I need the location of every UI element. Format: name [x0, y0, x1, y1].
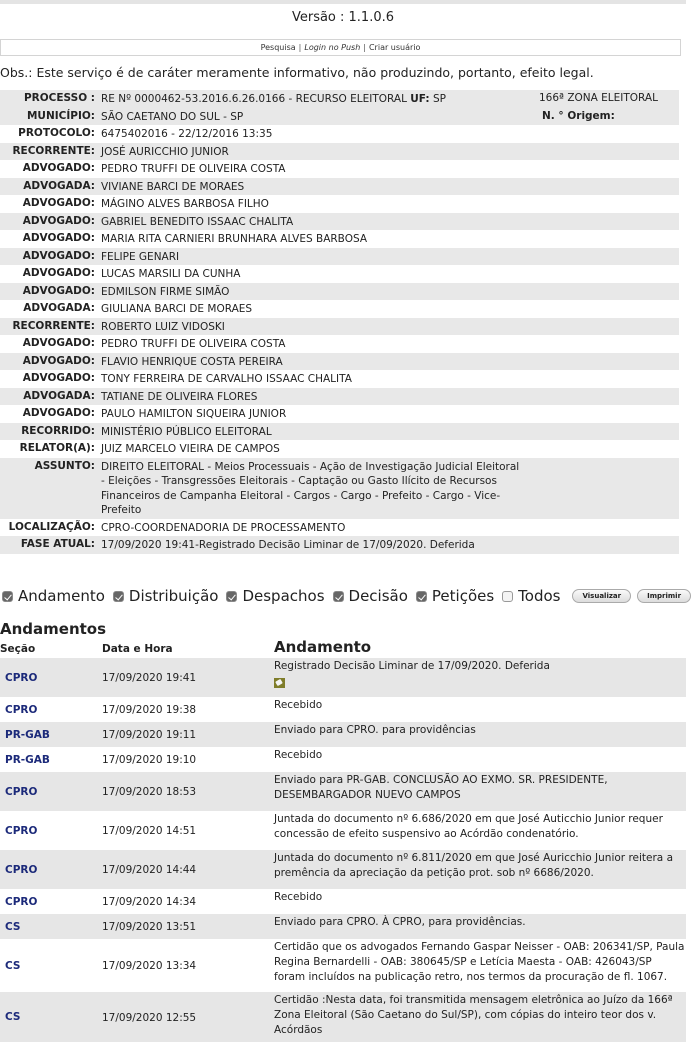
parte-role-label: ADVOGADA: — [23, 302, 95, 314]
uf-label: UF: — [410, 93, 430, 105]
table-row — [0, 697, 686, 722]
visualizar-button[interactable]: Visualizar — [572, 589, 631, 603]
checkbox-unchecked[interactable] — [502, 591, 513, 602]
info-row-assunto — [0, 458, 679, 519]
data-hora: 17/09/2020 19:10 — [102, 754, 197, 766]
processo-label: PROCESSO : — [23, 92, 95, 104]
parte-name: EDMILSON FIRME SIMÃO — [101, 285, 230, 298]
table-row — [0, 939, 686, 992]
nav-separator: | — [363, 43, 366, 52]
info-row-parte — [0, 265, 679, 283]
parte-name: TATIANE DE OLIVEIRA FLORES — [101, 390, 258, 403]
parte-name: PEDRO TRUFFI DE OLIVEIRA COSTA — [101, 338, 286, 350]
data-hora: 17/09/2020 18:53 — [102, 786, 197, 798]
info-row-parte — [0, 160, 679, 178]
andamento-cell — [274, 697, 686, 722]
filter-despachos[interactable] — [224, 587, 324, 605]
fase-value: 17/09/2020 19:41-Registrado Decisão Liminar de 17/09/2020. Deferida — [101, 539, 475, 551]
parte-name: PAULO HAMILTON SIQUEIRA JUNIOR — [101, 408, 287, 420]
andamento-cell — [274, 850, 686, 889]
checkbox-checked[interactable] — [333, 591, 344, 602]
data-hora: 17/09/2020 19:38 — [102, 704, 197, 716]
municipio-label: MUNICÍPIO: — [26, 109, 95, 122]
parte-role-label: ADVOGADA: — [23, 179, 95, 192]
filter-label: Andamento — [18, 587, 105, 605]
info-row-parte — [0, 370, 679, 388]
info-row-parte — [0, 195, 679, 213]
andamentos-header — [0, 638, 686, 658]
assunto-value: DIREITO ELEITORAL - Meios Processuais - Ação de Investigação Judicial Eleitoral - Eleições - Transgressões Eleitorais - Captação ou Gasto Ilícito de Recursos Financeiros de Campanha Eleitoral - Cargos - Cargo - Prefeito - Cargo - Vice-Prefeito — [101, 460, 520, 516]
info-row-protocolo — [0, 125, 679, 143]
andamento-text: Certidão que os advogados Fernando Gaspar Neisser - OAB: 206341/SP, Paula Regina Bernardelli - OAB: 380645/SP e Letícia Maesta - OAB: 426043/SP foram incluídos na publicação retro, nos termos da procuração de fl. 1067. — [274, 941, 685, 983]
secao-link[interactable]: CPRO — [5, 671, 38, 684]
parte-role-label: RECORRENTE: — [12, 319, 95, 332]
andamento-text: Juntada do documento nº 6.686/2020 em que José Auticchio Junior requer concessão de efeito suspensivo ao Acórdão condenatório. — [274, 813, 663, 840]
andamento-cell — [274, 722, 686, 747]
parte-role-label: ADVOGADO: — [22, 337, 95, 349]
parte-role-label: ADVOGADO: — [22, 214, 95, 227]
filter-decisao[interactable] — [331, 587, 408, 605]
checkbox-checked[interactable] — [226, 591, 237, 602]
andamento-text: Enviado para CPRO. para providências — [274, 724, 476, 736]
info-row-fase — [0, 536, 679, 554]
nav-separator: | — [298, 43, 302, 52]
filter-label: Petições — [431, 587, 495, 605]
filter-label: Decisão — [348, 587, 408, 605]
secao-link[interactable]: PR-GAB — [5, 728, 50, 741]
andamento-text: Recebido — [274, 699, 323, 711]
filter-label: Distribuição — [128, 587, 219, 605]
parte-role-label: RECORRIDO: — [21, 424, 95, 437]
andamento-cell — [274, 658, 686, 697]
secao-link[interactable]: CS — [5, 920, 21, 933]
nav-login-push-link[interactable]: Login no Push — [304, 43, 361, 52]
parte-name: FLAVIO HENRIQUE COSTA PEREIRA — [101, 355, 283, 368]
disclaimer-text: Obs.: Este serviço é de caráter meramente informativo, não produzindo, portanto, efeito legal. — [0, 65, 594, 80]
data-hora: 17/09/2020 14:34 — [102, 896, 197, 908]
info-row-parte — [0, 248, 679, 266]
andamento-cell — [274, 939, 686, 992]
table-row — [0, 992, 686, 1042]
data-hora: 17/09/2020 19:41 — [102, 672, 197, 684]
andamento-cell — [274, 992, 686, 1042]
table-row — [0, 889, 686, 914]
parte-name: MÁGINO ALVES BARBOSA FILHO — [101, 198, 269, 210]
secao-link[interactable]: PR-GAB — [5, 753, 50, 766]
andamento-text: Registrado Decisão Liminar de 17/09/2020. Deferida — [274, 660, 550, 672]
info-row-parte — [0, 405, 679, 423]
process-info-panel — [0, 90, 679, 554]
filter-todos[interactable] — [500, 587, 560, 605]
assunto-label: ASSUNTO: — [34, 459, 95, 472]
origem-label — [539, 108, 679, 122]
parte-role-label: ADVOGADO: — [22, 162, 95, 174]
parte-role-label: ADVOGADO: — [22, 267, 95, 279]
parte-name: FELIPE GENARI — [101, 250, 180, 263]
data-hora: 17/09/2020 14:44 — [102, 864, 197, 876]
info-row-parte — [0, 300, 679, 318]
info-row-parte — [0, 353, 679, 371]
andamento-cell — [274, 772, 686, 811]
partes-list — [0, 143, 679, 458]
table-row — [0, 914, 686, 939]
info-row-parte — [0, 318, 679, 336]
uf-value: SP — [432, 93, 446, 105]
andamento-cell — [274, 747, 686, 772]
parte-name: JUIZ MARCELO VIEIRA DE CAMPOS — [101, 443, 280, 455]
secao-link[interactable]: CS — [5, 959, 21, 972]
info-row-localizacao — [0, 519, 679, 537]
fase-label: FASE ATUAL: — [20, 538, 95, 550]
checkbox-checked[interactable] — [113, 591, 124, 602]
imprimir-button[interactable]: Imprimir — [637, 589, 691, 603]
filter-label: Despachos — [242, 587, 325, 605]
secao-link[interactable]: CS — [5, 1011, 21, 1023]
andamentos-title: Andamentos — [0, 620, 107, 638]
table-row — [0, 772, 686, 811]
protocolo-value: 6475402016 - 22/12/2016 13:35 — [101, 128, 273, 140]
andamento-cell — [274, 914, 686, 939]
info-row-parte — [0, 335, 679, 353]
secao-link[interactable]: CPRO — [5, 824, 38, 837]
andamento-text: Recebido — [274, 749, 323, 761]
parte-name: GABRIEL BENEDITO ISSAAC CHALITA — [101, 215, 294, 228]
top-border — [0, 0, 686, 4]
andamento-text: Enviado para CPRO. À CPRO, para providências. — [274, 916, 526, 928]
table-row — [0, 658, 686, 697]
processo-value — [101, 90, 539, 108]
col-secao-header: Seção — [0, 643, 36, 655]
checkbox-checked[interactable] — [2, 591, 13, 602]
secao-link[interactable]: CPRO — [5, 703, 38, 716]
info-row-parte — [0, 143, 679, 161]
filter-andamento[interactable] — [0, 587, 105, 605]
top-nav — [0, 39, 681, 56]
parte-role-label: ADVOGADO: — [22, 232, 95, 244]
andamento-text: Recebido — [274, 891, 323, 903]
andamento-cell — [274, 811, 686, 850]
parte-name: JOSÉ AURICCHIO JUNIOR — [101, 145, 229, 158]
parte-role-label: ADVOGADO: — [22, 372, 95, 384]
info-row-processo — [0, 90, 679, 108]
filter-label: Todos — [518, 587, 561, 605]
filter-distribuicao[interactable] — [111, 587, 219, 605]
nav-pesquisa-link[interactable]: Pesquisa — [260, 43, 296, 52]
data-hora: 17/09/2020 12:55 — [102, 1011, 197, 1024]
processo-number: RE Nº 0000462-53.2016.6.26.0166 - RECURSO ELEITORAL — [101, 93, 407, 105]
info-row-parte — [0, 423, 679, 441]
secao-link[interactable]: CPRO — [5, 785, 38, 798]
nav-criar-usuario-link[interactable]: Criar usuário — [368, 43, 421, 52]
parte-role-label: ADVOGADO: — [22, 249, 95, 262]
parte-role-label: ADVOGADO: — [22, 197, 95, 209]
municipio-value: SÃO CAETANO DO SUL - SP — [101, 110, 244, 123]
parte-name: MARIA RITA CARNIERI BRUNHARA ALVES BARBOSA — [101, 233, 368, 245]
parte-role-label: RECORRENTE: — [12, 144, 95, 157]
info-row-municipio — [0, 108, 679, 126]
parte-role-label: ADVOGADO: — [22, 284, 95, 297]
zona-eleitoral: 166ª ZONA ELEITORAL — [539, 92, 658, 104]
info-row-parte — [0, 440, 679, 458]
parte-role-label: ADVOGADO: — [22, 407, 95, 419]
info-row-parte — [0, 213, 679, 231]
data-hora: 17/09/2020 13:51 — [102, 921, 197, 933]
parte-name: LUCAS MARSILI DA CUNHA — [101, 268, 241, 280]
version-label: Versão : 1.1.0.6 — [291, 10, 395, 25]
col-andamento-header: Andamento — [274, 638, 372, 656]
data-hora: 17/09/2020 14:51 — [102, 825, 197, 837]
andamento-cell — [274, 889, 686, 914]
localizacao-label: LOCALIZAÇÃO: — [8, 520, 95, 533]
filter-peticoes[interactable] — [414, 587, 494, 605]
parte-name: MINISTÉRIO PÚBLICO ELEITORAL — [101, 425, 272, 438]
checkbox-checked[interactable] — [416, 591, 427, 602]
parte-name: GIULIANA BARCI DE MORAES — [101, 303, 253, 315]
parte-role-label: RELATOR(A): — [19, 442, 95, 454]
filter-bar — [0, 587, 686, 605]
localizacao-value: CPRO-COORDENADORIA DE PROCESSAMENTO — [101, 521, 346, 534]
filter-options — [0, 587, 566, 605]
table-row — [0, 850, 686, 889]
andamento-text: Juntada do documento nº 6.811/2020 em que José Auricchio Junior reitera a premência da apreciação da petição prot. sob nº 6686/2020. — [274, 852, 674, 879]
parte-name: VIVIANE BARCI DE MORAES — [101, 180, 245, 193]
table-row — [0, 811, 686, 850]
parte-role-label: ADVOGADA: — [23, 389, 95, 402]
info-row-parte — [0, 283, 679, 301]
info-row-parte — [0, 178, 679, 196]
andamento-text: Enviado para PR-GAB. CONCLUSÃO AO EXMO. SR. PRESIDENTE, DESEMBARGADOR NUEVO CAMPOS — [274, 774, 608, 801]
parte-role-label: ADVOGADO: — [22, 354, 95, 367]
protocolo-label: PROTOCOLO: — [18, 127, 95, 139]
andamentos-table — [0, 658, 686, 1042]
info-row-parte — [0, 230, 679, 248]
col-data-header: Data e Hora — [102, 643, 173, 655]
andamento-text: Certidão :Nesta data, foi transmitida mensagem eletrônica ao Juízo da 166ª Zona Eleitoral (São Caetano do Sul/SP), com cópias do inteiro teor dos v. Acórdãos — [274, 994, 673, 1036]
parte-name: PEDRO TRUFFI DE OLIVEIRA COSTA — [101, 163, 286, 175]
data-hora: 17/09/2020 13:34 — [102, 960, 197, 972]
table-row — [0, 747, 686, 772]
secao-link[interactable]: CPRO — [5, 895, 38, 908]
origem-label-text: N. ° Origem: — [542, 109, 615, 122]
table-row — [0, 722, 686, 747]
parte-name: ROBERTO LUIZ VIDOSKI — [101, 320, 225, 333]
document-icon[interactable] — [274, 678, 285, 688]
data-hora: 17/09/2020 19:11 — [102, 729, 197, 741]
info-row-parte — [0, 388, 679, 406]
parte-name: TONY FERREIRA DE CARVALHO ISSAAC CHALITA — [101, 373, 352, 385]
secao-link[interactable]: CPRO — [5, 863, 38, 876]
